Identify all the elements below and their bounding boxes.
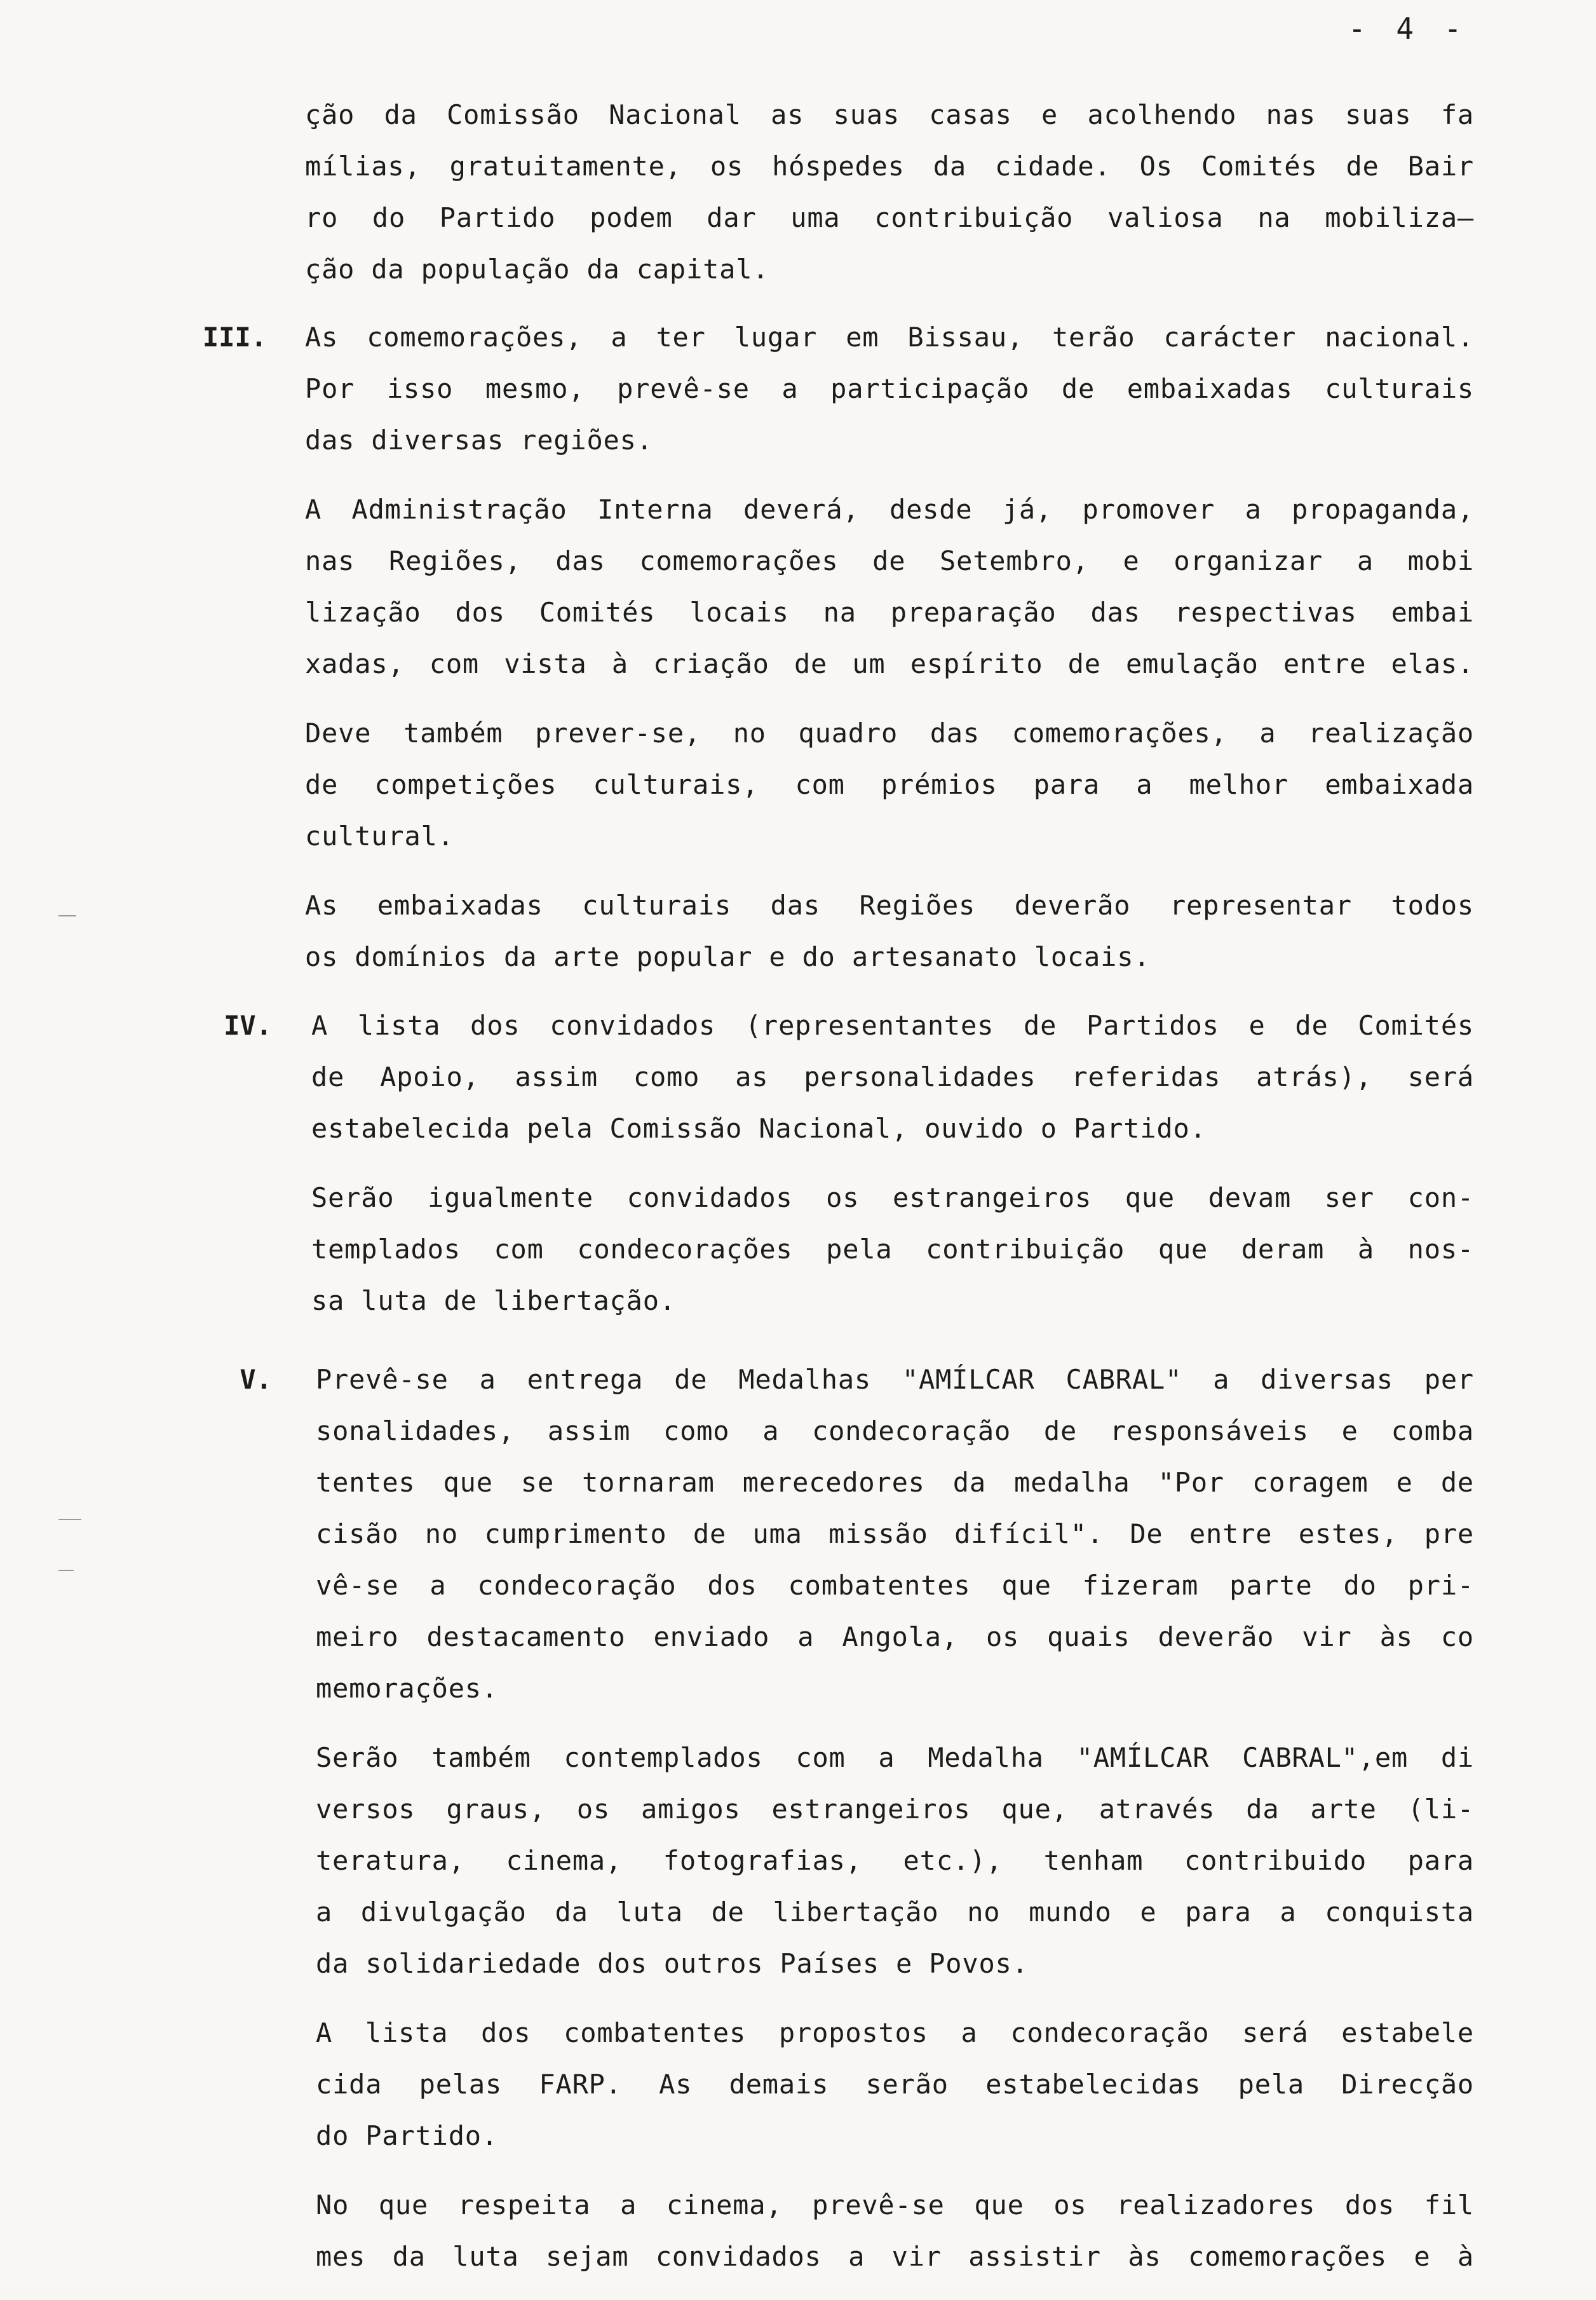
- text-line: No que respeita a cinema, prevê-se que os realizadores dos fil: [316, 2189, 1474, 2221]
- text-line: de competições culturais, com prémios para a melhor embaixada: [305, 769, 1474, 800]
- paragraph: [316, 2179, 1474, 2282]
- section-numeral-iv: IV.: [224, 1010, 272, 1041]
- text-line: versos graus, os amigos estrangeiros que, através da arte (li-: [316, 1793, 1474, 1825]
- text-line: das diversas regiões.: [305, 425, 653, 456]
- text-line: A lista dos combatentes propostos a condecoração será estabele: [316, 2017, 1474, 2048]
- text-line: do Partido.: [316, 2120, 498, 2151]
- text-line: Prevê-se a entrega de Medalhas "AMÍLCAR CABRAL" a diversas per: [316, 1364, 1474, 1395]
- text-line: nas Regiões, das comemorações de Setembro, e organizar a mobi: [305, 545, 1474, 576]
- section-numeral-v: V.: [240, 1364, 272, 1395]
- paragraph: [311, 1172, 1474, 1326]
- section-iv: [311, 1000, 1474, 1344]
- text-line: de Apoio, assim como as personalidades referidas atrás), será: [311, 1061, 1474, 1092]
- text-line: mílias, gratuitamente, os hóspedes da cidade. Os Comités de Bair: [305, 151, 1474, 182]
- text-line: As comemorações, a ter lugar em Bissau, terão carácter nacional.: [305, 322, 1474, 353]
- text-line: xadas, com vista à criação de um espírito de emulação entre elas.: [305, 648, 1474, 679]
- text-line: A Administração Interna deverá, desde já, promover a propaganda,: [305, 494, 1474, 525]
- text-line: A lista dos convidados (representantes de Partidos e de Comités: [311, 1010, 1474, 1041]
- text-line: ro do Partido podem dar uma contribuição valiosa na mobiliza—: [305, 202, 1474, 233]
- section-v: [316, 1354, 1474, 2300]
- text-line: da solidariedade dos outros Países e Povos.: [316, 1948, 1029, 1979]
- text-line: sonalidades, assim como a condecoração de responsáveis e comba: [316, 1415, 1474, 1446]
- text-line: teratura, cinema, fotografias, etc.), tenham contribuido para: [316, 1845, 1474, 1876]
- scan-mark: [58, 1519, 81, 1520]
- text-line: tentes que se tornaram merecedores da medalha "Por coragem e de: [316, 1467, 1474, 1498]
- text-line: mes da luta sejam convidados a vir assistir às comemorações e à: [316, 2241, 1474, 2272]
- text-line: cultural.: [305, 820, 454, 852]
- intro-paragraph: [305, 89, 1474, 295]
- text-line: Deve também prever-se, no quadro das comemorações, a realização: [305, 718, 1474, 749]
- text-line: a divulgação da luta de libertação no mundo e para a conquista: [316, 1896, 1474, 1928]
- paragraph: [316, 1732, 1474, 1989]
- text-line: memorações.: [316, 1673, 498, 1704]
- paragraph: [311, 1000, 1474, 1154]
- paragraph: [305, 707, 1474, 862]
- section-iii: [305, 311, 1474, 1000]
- page-number: - 4 -: [1348, 11, 1468, 46]
- scan-mark: [58, 915, 76, 916]
- text-line: templados com condecorações pela contribuição que deram à nos-: [311, 1234, 1474, 1265]
- text-line: os domínios da arte popular e do artesanato locais.: [305, 941, 1151, 972]
- text-line: vê-se a condecoração dos combatentes que fizeram parte do pri-: [316, 1570, 1474, 1601]
- text-line: Serão também contemplados com a Medalha "AMÍLCAR CABRAL",em di: [316, 1742, 1474, 1773]
- text-line: Serão igualmente convidados os estrangeiros que devam ser con-: [311, 1182, 1474, 1213]
- section-numeral-iii: III.: [202, 322, 267, 353]
- text-line: Por isso mesmo, prevê-se a participação de embaixadas culturais: [305, 373, 1474, 404]
- paragraph: [305, 484, 1474, 690]
- text-line: As embaixadas culturais das Regiões deverão representar todos: [305, 890, 1474, 921]
- text-line: cisão no cumprimento de uma missão difícil". De entre estes, pre: [316, 1518, 1474, 1549]
- paragraph: [305, 880, 1474, 983]
- text-line: cida pelas FARP. As demais serão estabelecidas pela Direcção: [316, 2069, 1474, 2100]
- text-line: ção da população da capital.: [305, 254, 769, 285]
- text-line: meiro destacamento enviado a Angola, os quais deverão vir às co: [316, 1621, 1474, 1652]
- paragraph: [316, 1354, 1474, 1714]
- text-line: ção da Comissão Nacional as suas casas e acolhendo nas suas fa: [305, 99, 1474, 130]
- text-line: sa luta de libertação.: [311, 1285, 676, 1316]
- scan-mark: [58, 1570, 74, 1571]
- paragraph: [305, 311, 1474, 466]
- text-line: lização dos Comités locais na preparação das respectivas embai: [305, 597, 1474, 628]
- text-line: estabelecida pela Comissão Nacional, ouvido o Partido.: [311, 1113, 1207, 1144]
- paragraph: [316, 2007, 1474, 2161]
